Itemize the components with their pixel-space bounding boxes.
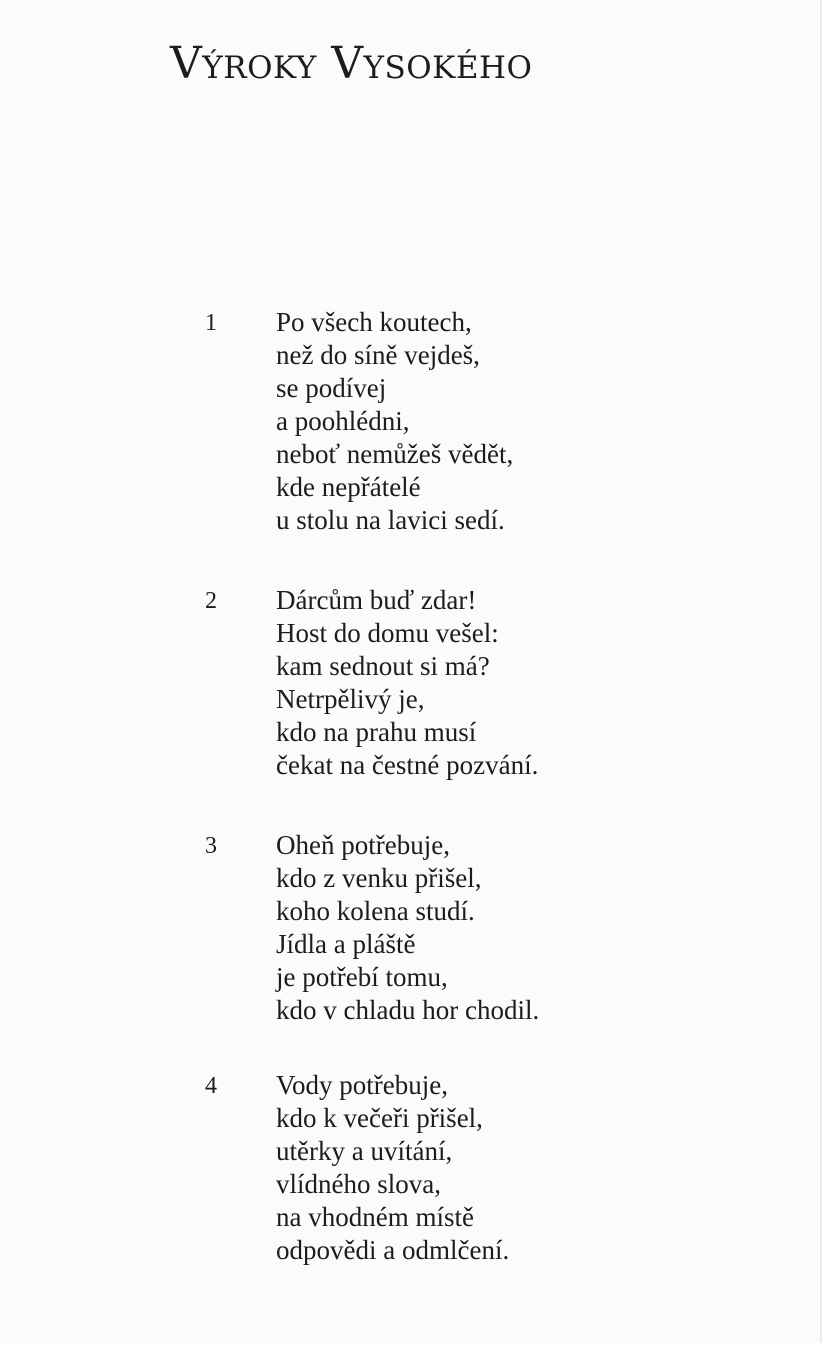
verse-line: se podívej [276,373,387,403]
verse-line: Netrpělivý je, [276,684,425,714]
stanza-number: 4 [205,1073,217,1099]
stanza-lines [276,584,538,782]
verse-line: je potřebí tomu, [276,962,448,992]
verse-line: kdo na prahu musí [276,717,477,747]
verse-line: odpovědi a odmlčení. [276,1235,510,1265]
verse-line: vlídného slova, [276,1169,441,1199]
verse-line: utěrky a uvítání, [276,1136,453,1166]
verse-line: Jídla a pláště [276,929,416,959]
verse-line: kdo z venku přišel, [276,863,482,893]
verse-line: Dárcům buď zdar! [276,585,477,615]
verse-line: Vody potřebuje, [276,1070,448,1100]
stanza-number: 3 [205,833,217,859]
verse-line: než do síně vejdeš, [276,340,480,370]
verse-line: Po všech koutech, [276,307,472,337]
verse-line: Oheň potřebuje, [276,830,450,860]
stanza-number: 2 [205,588,217,614]
verse-line: na vhodném místě [276,1202,474,1232]
verse-line: koho kolena studí. [276,896,475,926]
verse-line: čekat na čestné pozvání. [276,750,539,780]
stanza-lines [276,1069,509,1267]
verse-line: Host do domu vešel: [276,618,499,648]
stanza-lines [276,829,539,1027]
verse-line: u stolu na lavici sedí. [276,505,505,535]
verse-line: kdo k večeři přišel, [276,1103,483,1133]
verse-line: kde nepřátelé [276,472,421,502]
verse-line: neboť nemůžeš vědět, [276,439,514,469]
verse-line: kdo v chladu hor chodil. [276,995,540,1025]
verse-line: kam sednout si má? [276,651,490,681]
page-title: Výroky Vysokého [170,38,533,89]
stanza-lines [276,306,513,537]
verse-line: a poohlédni, [276,406,410,436]
stanza-number: 1 [205,310,217,336]
